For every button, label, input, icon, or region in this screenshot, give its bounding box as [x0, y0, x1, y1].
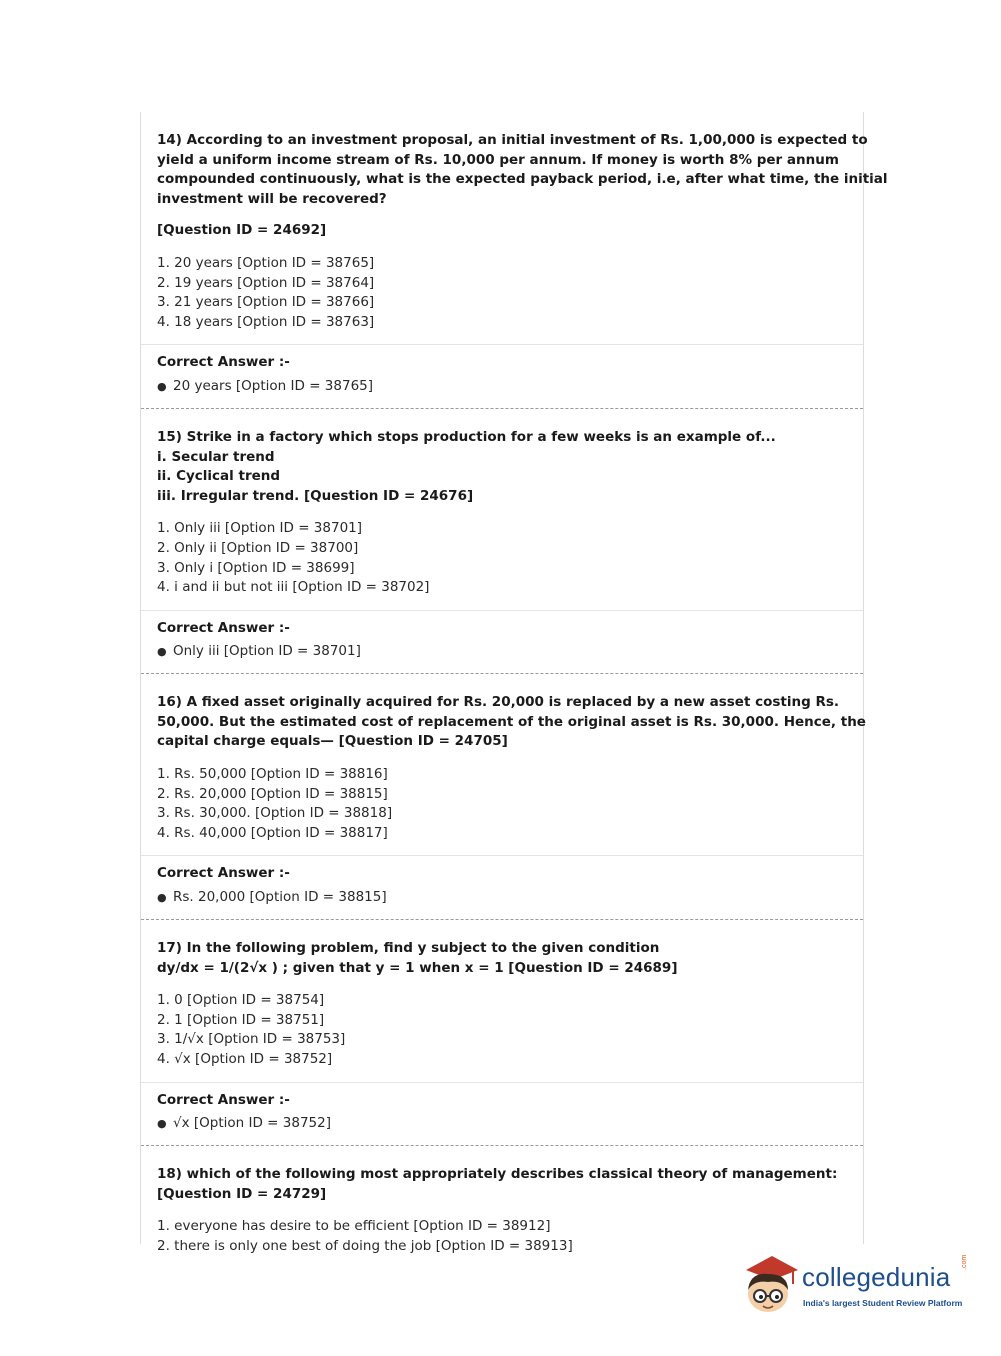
question-block-15: [141, 409, 863, 674]
correct-answer-item: [157, 375, 847, 398]
bullet-icon: ●: [157, 379, 167, 393]
correct-answer-heading: Correct Answer :-: [157, 1091, 290, 1108]
question-text: [157, 131, 888, 241]
option-item: 1. 20 years [Option ID = 38765]: [157, 254, 375, 271]
correct-answer-section: [141, 610, 863, 674]
option-item: 2. Rs. 20,000 [Option ID = 38815]: [157, 785, 388, 802]
question-line: yield a uniform income stream of Rs. 10,000 per annum. If money is worth 8% per annum: [157, 151, 839, 168]
option-item: 2. 19 years [Option ID = 38764]: [157, 274, 375, 291]
question-line: 18) which of the following most appropriately describes classical theory of management:: [157, 1166, 838, 1183]
question-paper: [140, 112, 888, 1254]
logo-tagline: India's largest Student Review Platform: [803, 1298, 963, 1308]
option-item: 1. everyone has desire to be efficient [Option ID = 38912]: [157, 1218, 551, 1235]
correct-answer-section: [141, 855, 863, 919]
option-item: 1. Rs. 50,000 [Option ID = 38816]: [157, 766, 388, 783]
option-item: 3. Rs. 30,000. [Option ID = 38818]: [157, 805, 393, 822]
bullet-icon: ●: [157, 1117, 167, 1131]
question-text: [157, 428, 847, 506]
question-line: capital charge equals— [Question ID = 24705]: [157, 733, 508, 750]
options-list: [157, 519, 847, 597]
question-line: ii. Cyclical trend: [157, 468, 281, 485]
question-line: 15) Strike in a factory which stops production for a few weeks is an example of...: [157, 428, 776, 445]
bullet-icon: ●: [157, 645, 167, 659]
option-item: 2. 1 [Option ID = 38751]: [157, 1011, 325, 1028]
option-item: 4. √x [Option ID = 38752]: [157, 1051, 333, 1067]
option-item: 1. Only iii [Option ID = 38701]: [157, 520, 363, 537]
question-text: [157, 693, 866, 752]
question-line: 14) According to an investment proposal, an initial investment of Rs. 1,00,000 is expected to: [157, 132, 868, 148]
option-item: 3. 1/√x [Option ID = 38753]: [157, 1031, 346, 1048]
correct-answer-text: Only iii [Option ID = 38701]: [173, 643, 361, 660]
question-block-16: [141, 674, 866, 920]
question-line: compounded continuously, what is the expected payback period, i.e, after what time, the initial: [157, 171, 888, 188]
options-list: [157, 991, 847, 1069]
question-block-14: [141, 112, 888, 409]
logo-domain-suffix: .com: [961, 1254, 968, 1270]
correct-answer-section: [141, 1082, 863, 1146]
option-item: 4. Rs. 40,000 [Option ID = 38817]: [157, 824, 388, 841]
correct-answer-text: Rs. 20,000 [Option ID = 38815]: [173, 889, 387, 906]
question-line: i. Secular trend: [157, 448, 275, 465]
option-item: 4. i and ii but not iii [Option ID = 38702]: [157, 579, 430, 596]
question-id: [Question ID = 24692]: [157, 222, 327, 239]
correct-answer-item: [157, 640, 847, 663]
correct-answer-section: [141, 344, 863, 408]
option-item: 1. 0 [Option ID = 38754]: [157, 992, 325, 1009]
options-list: [157, 254, 847, 332]
question-line: investment will be recovered?: [157, 190, 387, 207]
mascot-icon: [742, 1250, 800, 1318]
question-line: 16) A fixed asset originally acquired for Rs. 20,000 is replaced by a new asset costing Rs.: [157, 694, 840, 711]
correct-answer-item: [157, 886, 847, 909]
correct-answer-text: 20 years [Option ID = 38765]: [173, 377, 374, 394]
options-list: [157, 765, 847, 843]
question-line: dy/dx = 1/(2√x ) ; given that y = 1 when x = 1 [Question ID = 24689]: [157, 959, 678, 976]
question-line: 17) In the following problem, find y subject to the given condition: [157, 940, 660, 957]
correct-answer-heading: Correct Answer :-: [157, 354, 290, 371]
question-line: iii. Irregular trend. [Question ID = 24676]: [157, 487, 474, 504]
option-item: 4. 18 years [Option ID = 38763]: [157, 313, 375, 330]
correct-answer-text: √x [Option ID = 38752]: [173, 1115, 331, 1132]
collegedunia-logo[interactable]: [742, 1250, 972, 1322]
option-item: 3. 21 years [Option ID = 38766]: [157, 294, 375, 311]
option-item: 3. Only i [Option ID = 38699]: [157, 559, 355, 576]
logo-name: collegedunia: [802, 1262, 951, 1292]
correct-answer-heading: Correct Answer :-: [157, 619, 290, 636]
question-text: [157, 939, 847, 978]
question-block-17: [141, 920, 863, 1146]
option-item: 2. there is only one best of doing the job [Option ID = 38913]: [157, 1237, 573, 1254]
question-line: 50,000. But the estimated cost of replacement of the original asset is Rs. 30,000. Hence, the: [157, 713, 866, 730]
question-line: [Question ID = 24729]: [157, 1185, 327, 1202]
bullet-icon: ●: [157, 891, 167, 905]
correct-answer-item: [157, 1112, 847, 1135]
correct-answer-heading: Correct Answer :-: [157, 865, 290, 882]
question-text: [157, 1165, 847, 1204]
option-item: 2. Only ii [Option ID = 38700]: [157, 539, 359, 556]
